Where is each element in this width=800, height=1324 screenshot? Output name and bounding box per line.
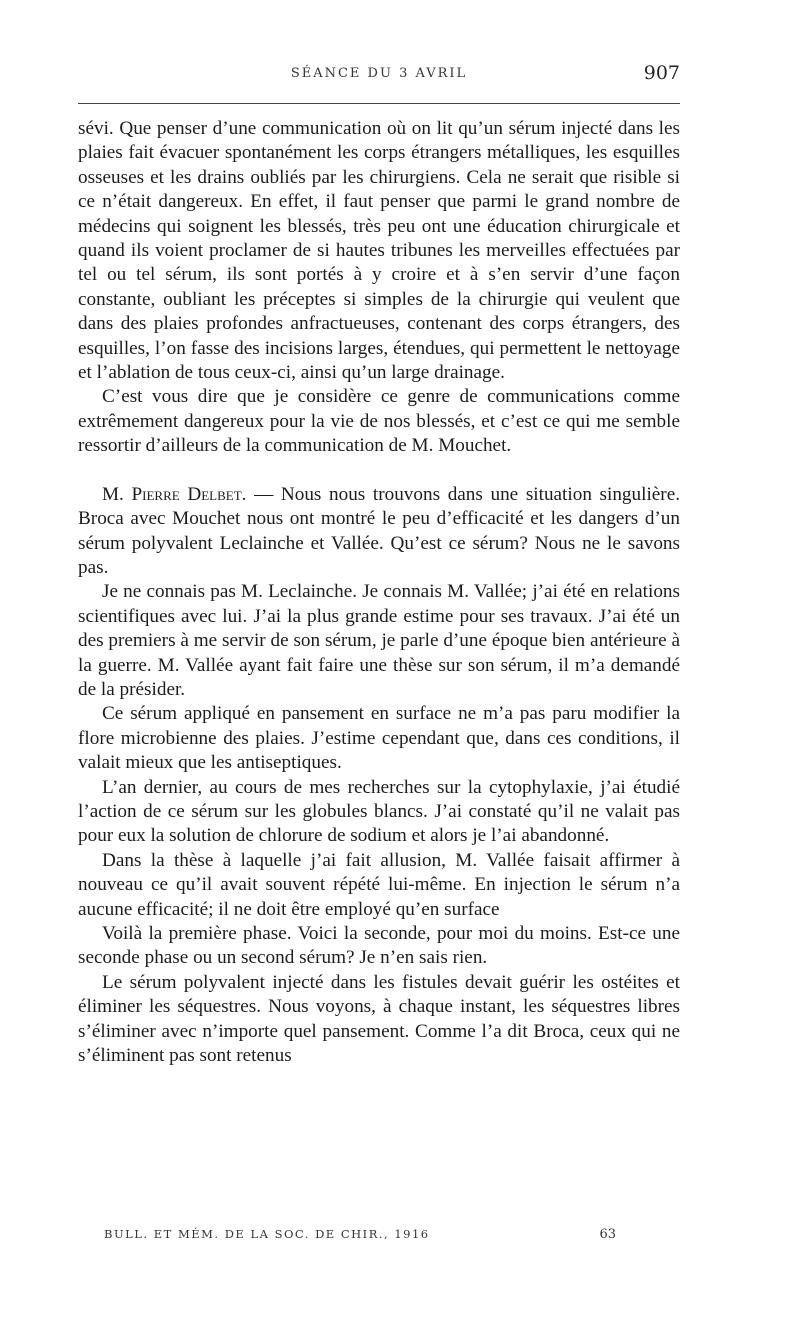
journal-reference: BULL. ET MÉM. DE LA SOC. DE CHIR., 1916 (104, 1227, 430, 1241)
speaker-text: — Nous nous trouvons dans une situation singulière. Broca avec Mouchet nous ont montré le peu d’efficacité et les dangers d’un sérum polyvalent Leclainche et Vallée. Qu’est ce sérum? Nous ne le savons pas. (78, 483, 681, 578)
paragraph: Voilà la première phase. Voici la seconde, pour moi du moins. Est-ce une seconde phase ou un second sérum? Je n’en sais rien. (78, 923, 680, 969)
paragraph: Dans la thèse à laquelle j’ai fait allusion, M. Vallée faisait affirmer à nouveau ce qu’il avait souvent répété lui-même. En injection le sérum n’a aucune efficacité; il ne doit être employé qu’en surface (78, 849, 680, 920)
header-rule (78, 103, 680, 104)
body-text (78, 117, 680, 1068)
page-header (78, 62, 680, 88)
page-number: 907 (643, 62, 680, 84)
sheet-number: 63 (599, 1227, 616, 1242)
paragraph: sévi. Que penser d’une communication où on lit qu’un sérum injecté dans les plaies fait évacuer spontanément les corps étrangers métalliques, les esquilles osseuses et les drains oubliés par les chirurgiens. Cela ne serait que risible si ce n’était dangereux. En effet, il faut penser que parmi le grand nombre de médecins qui soignent les blessés, très peu ont une éducation chirurgicale et quand ils voient proclamer de si hautes tribunes les merveilles effectuées par tel ou tel sérum, ils sont portés à y croire et à s’en servir d’une façon constante, oubliant les préceptes si simples de la chirurgie qui veulent que dans des plaies profondes anfractueuses, contenant des corps étrangers, des esquilles, l’on fasse des incisions larges, étendues, qui permettent le nettoyage et l’ablation de tous ceux-ci, ainsi qu’un large drainage. (78, 118, 680, 384)
paragraph: Le sérum polyvalent injecté dans les fistules devait guérir les ostéites et éliminer les séquestres. Nous voyons, à chaque instant, les séquestres libres s’éliminer avec n’importe quel pansement. Comme l’a dit Broca, ceux qui ne s’éliminent pas sont retenus (78, 971, 680, 1067)
running-title: SÉANCE DU 3 AVRIL (290, 66, 468, 81)
paragraph-speaker (78, 483, 680, 581)
paragraph: Ce sérum appliqué en pansement en surface ne m’a pas paru modifier la flore microbienne des plaies. J’estime cependant que, dans ces conditions, il valait mieux que les antiseptiques. (78, 703, 680, 774)
paragraph: L’an dernier, au cours de mes recherches sur la cytophylaxie, j’ai étudié l’action de ce sérum sur les globules blancs. J’ai constaté qu’il ne valait pas pour eux la solution de chlorure de sodium et alors je l’ai abandonné. (78, 776, 680, 847)
page-footer (104, 1227, 616, 1247)
paragraph: C’est vous dire que je considère ce genre de communications comme extrêmement dangereux pour la vie de nos blessés, et c’est ce qui me semble ressortir d’ailleurs de la communication de M. Mouchet. (78, 386, 680, 457)
paragraph: Je ne connais pas M. Leclainche. Je connais M. Vallée; j’ai été en relations scientifiques avec lui. J’ai la plus grande estime pour ses travaux. J’ai été un des premiers à me servir de son sérum, je parle d’une époque bien antérieure à la guerre. M. Vallée ayant fait faire une thèse sur son sérum, il m’a demandé de la présider. (78, 581, 680, 700)
speaker-name: M. Pierre Delbet. (102, 483, 247, 505)
